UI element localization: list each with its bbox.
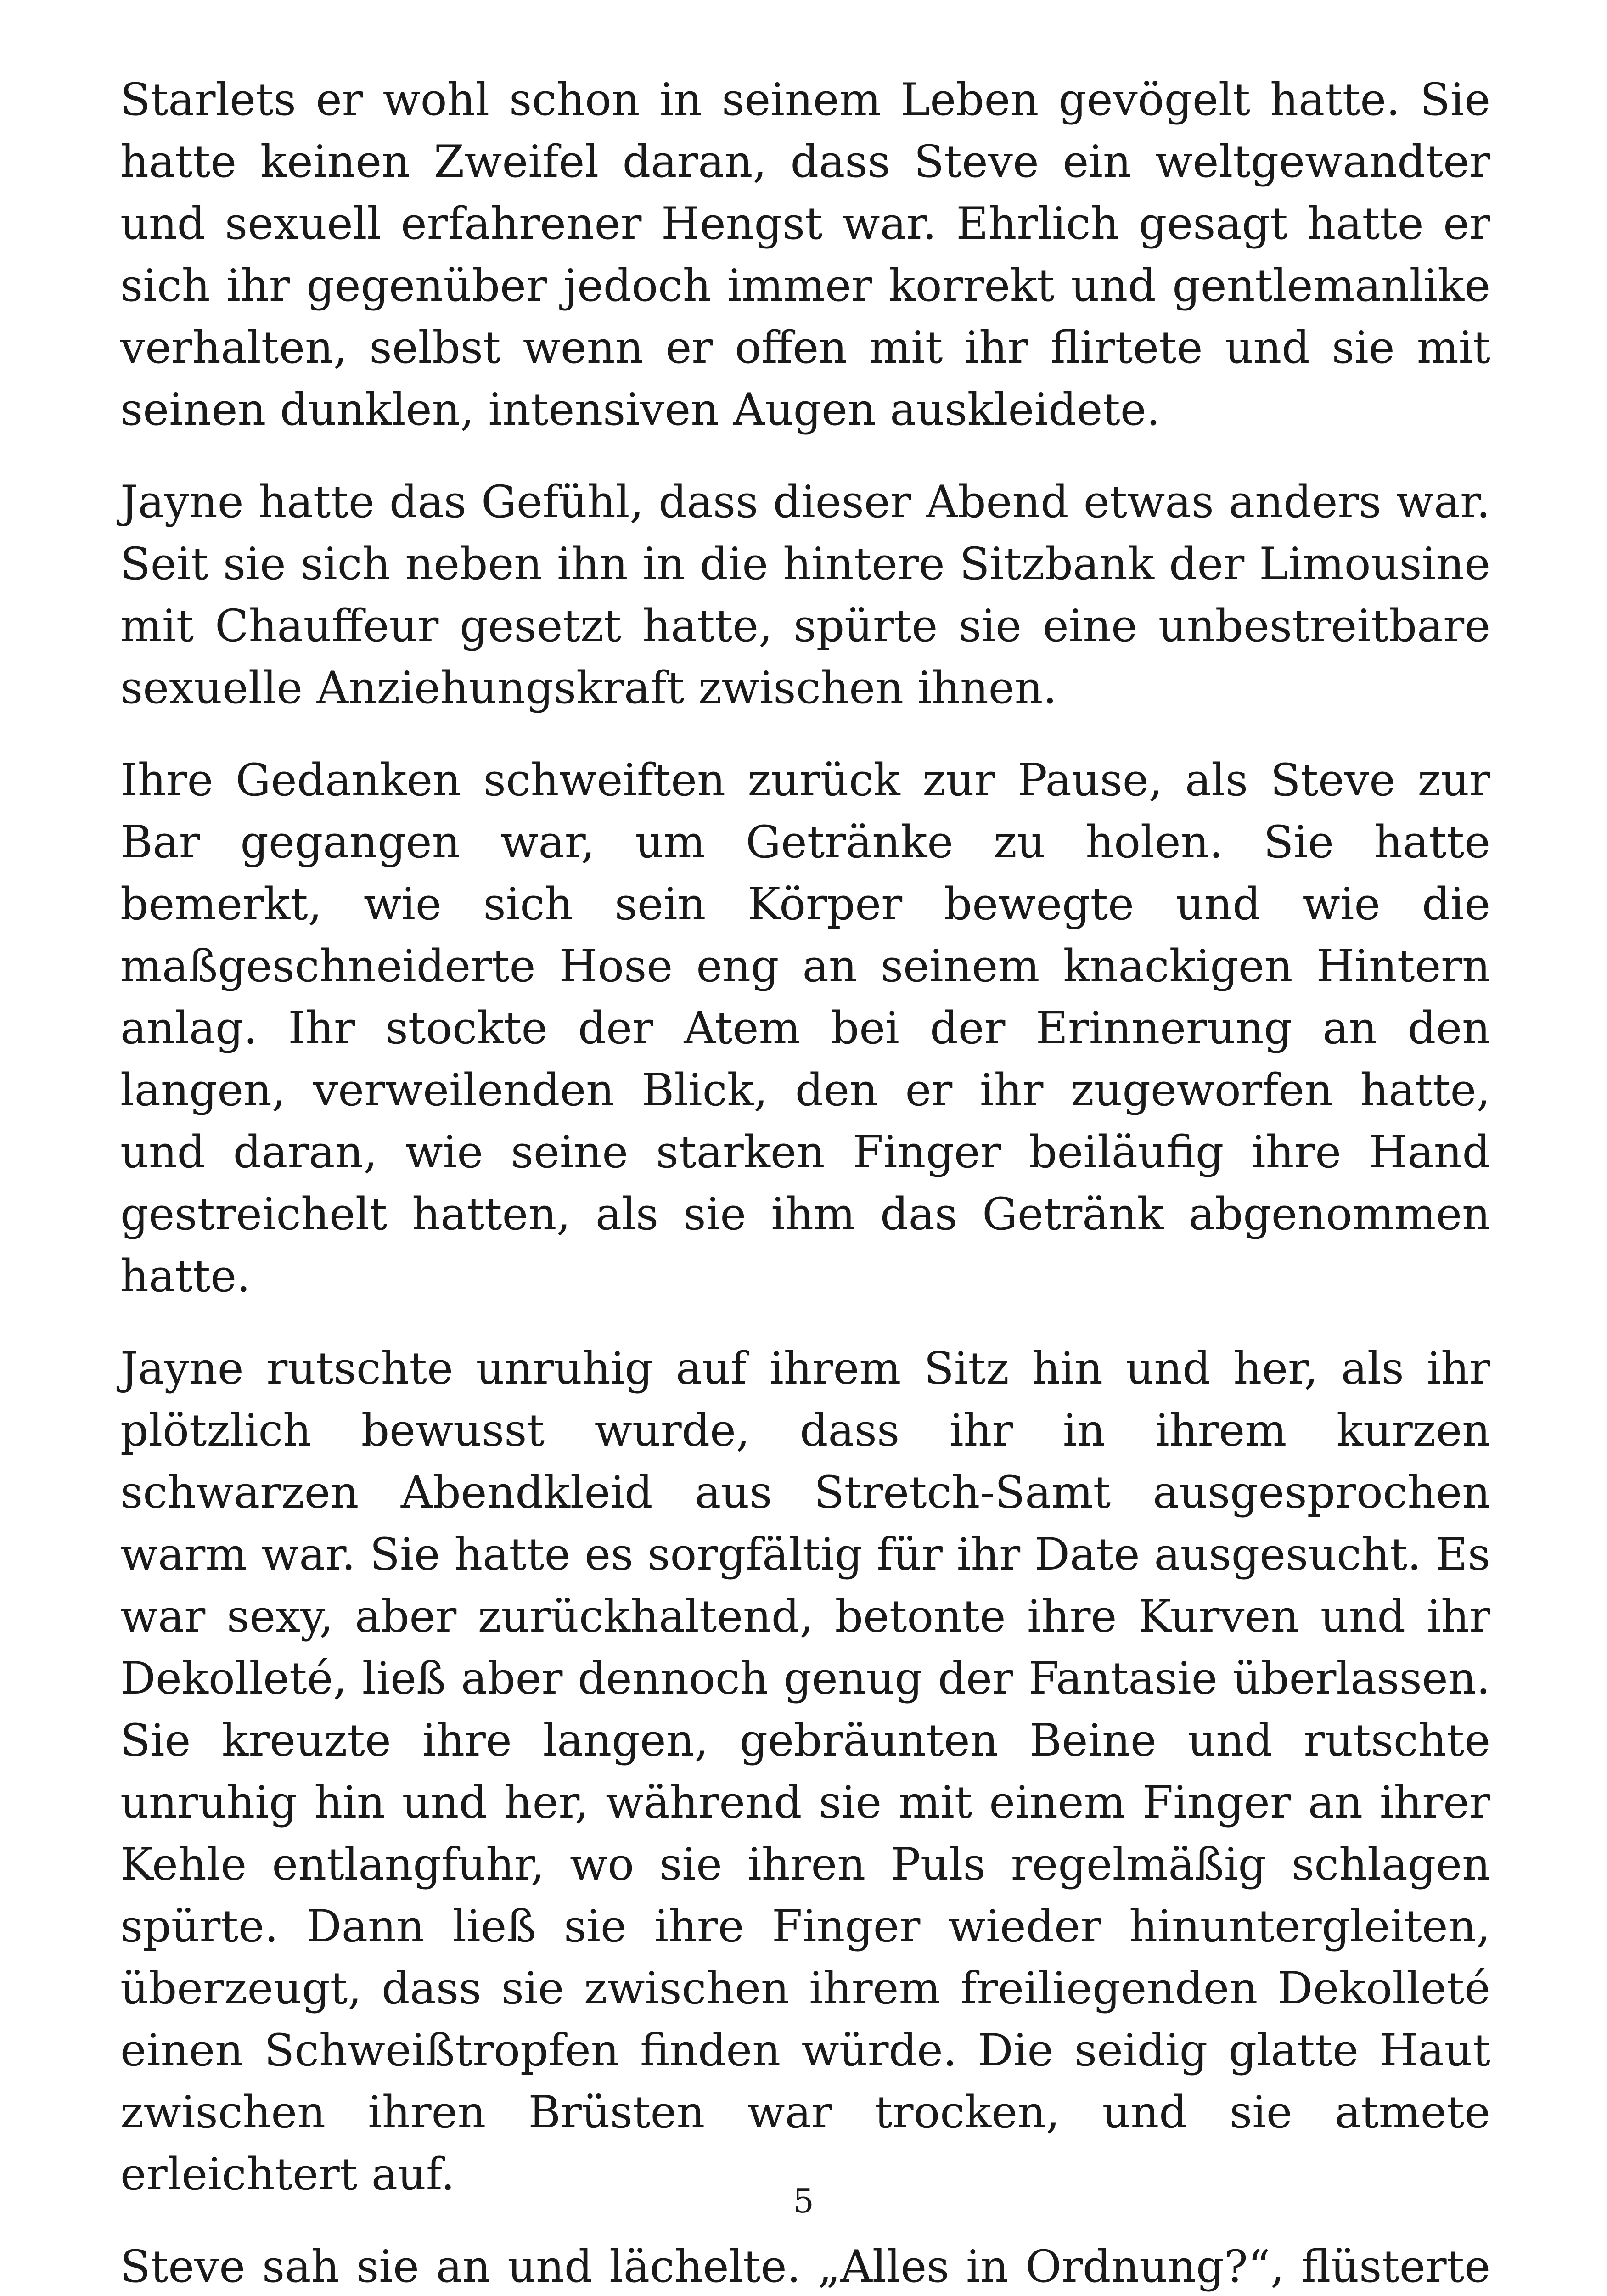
paragraph: Steve sah sie an und lächelte. „Alles in Ordnung?“, flüsterte: [120, 2241, 1490, 2292]
paragraph: Starlets er wohl schon in seinem Leben gevögelt hatte. Sie hatte keinen Zweifel daran, dass Steve ein weltgewandter und sexuell erfahrener Hengst war. Ehrlich gesagt hatte er sich ihr gegenüber jedoch immer korrekt und gentlemanlike verhalten, selbst wenn er offen mit ihr flirtete und sie mit seinen dunklen, intensiven Augen auskleidete.: [120, 74, 1490, 435]
paragraph: Ihre Gedanken schweiften zurück zur Pause, als Steve zur Bar gegangen war, um Getränke zu holen. Sie hatte bemerkt, wie sich sein Körper bewegte und wie die maßgeschneiderte Hose eng an seinem knackigen Hintern anlag. Ihr stockte der Atem bei der Erinnerung an den langen, verweilenden Blick, den er ihr zugeworfen hatte, und daran, wie seine starken Finger beiläufig ihre Hand gestreichelt hatten, als sie ihm das Getränk abgenommen hatte.: [120, 754, 1490, 1302]
paragraph: Jayne rutschte unruhig auf ihrem Sitz hin und her, als ihr plötzlich bewusst wurde, dass ihr in ihrem kurzen schwarzen Abendkleid aus Stretch-Samt ausgesprochen warm war. Sie hatte es sorgfältig für ihr Date ausgesucht. Es war sexy, aber zurückhaltend, betonte ihre Kurven und ihr Dekolleté, ließ aber dennoch genug der Fantasie überlassen. Sie kreuzte ihre langen, gebräunten Beine und rutschte unruhig hin und her, während sie mit einem Finger an ihrer Kehle entlangfuhr, wo sie ihren Puls regelmäßig schlagen spürte. Dann ließ sie ihre Finger wieder hinuntergleiten, überzeugt, dass sie zwischen ihrem freiliegenden Dekolleté einen Schweißtropfen finden würde. Die seidig glatte Haut zwischen ihren Brüsten war trocken, und sie atmete erleichtert auf.: [120, 1343, 1490, 2200]
page-body: [120, 69, 1490, 2296]
page-number: 5: [793, 2182, 814, 2220]
paragraph: Jayne hatte das Gefühl, dass dieser Abend etwas anders war. Seit sie sich neben ihn in die hintere Sitzbank der Limousine mit Chauffeur gesetzt hatte, spürte sie eine unbestreitbare sexuelle Anziehungskraft zwischen ihnen.: [120, 476, 1490, 714]
